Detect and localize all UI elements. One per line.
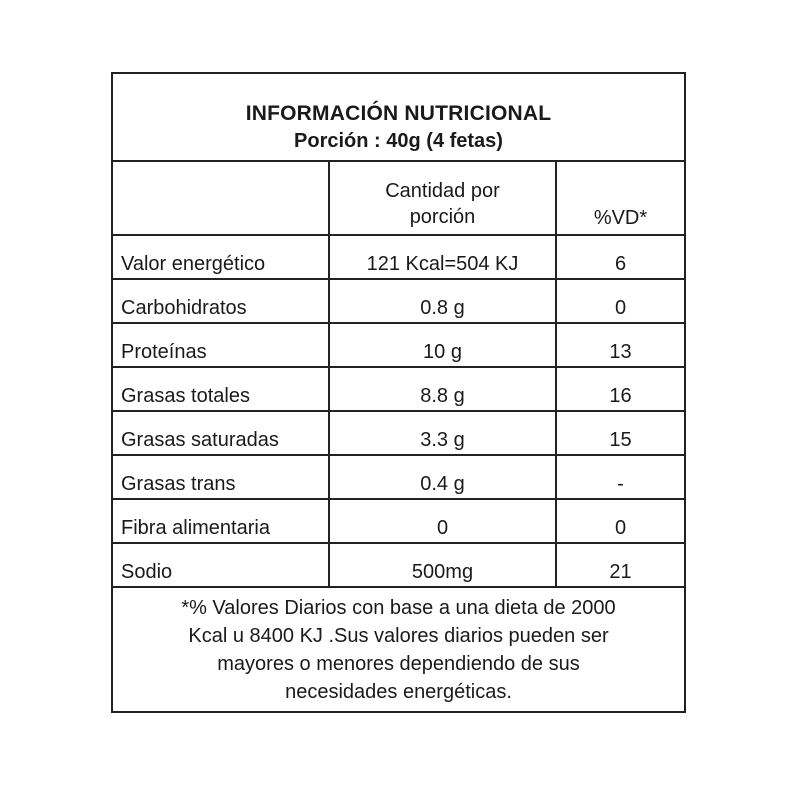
nutrient-daily-value: 16 <box>556 367 684 411</box>
nutrient-daily-value: - <box>556 455 684 499</box>
nutrient-daily-value: 21 <box>556 543 684 587</box>
column-header-nutrient <box>113 160 329 235</box>
serving-size: Porción : 40g (4 fetas) <box>294 130 503 152</box>
nutrient-name: Proteínas <box>113 323 329 367</box>
nutrition-facts-label <box>111 72 686 713</box>
nutrient-quantity: 0.8 g <box>329 279 556 323</box>
nutrient-daily-value: 0 <box>556 279 684 323</box>
nutrient-name: Sodio <box>113 543 329 587</box>
column-header-quantity <box>329 160 556 235</box>
column-header-quantity-line1: Cantidad por <box>385 180 500 202</box>
daily-value-footnote <box>113 578 684 706</box>
footnote-line: mayores o menores dependiendo de sus <box>217 653 580 675</box>
table-header-row <box>113 160 684 235</box>
nutrient-name: Grasas totales <box>113 367 329 411</box>
nutrient-name: Carbohidratos <box>113 279 329 323</box>
nutrient-daily-value: 13 <box>556 323 684 367</box>
nutrition-table <box>113 160 684 588</box>
nutrient-quantity: 10 g <box>329 323 556 367</box>
nutrient-quantity: 121 Kcal=504 KJ <box>329 235 556 279</box>
nutrient-quantity: 0.4 g <box>329 455 556 499</box>
table-row <box>113 235 684 279</box>
nutrient-name: Fibra alimentaria <box>113 499 329 543</box>
nutrient-name: Valor energético <box>113 235 329 279</box>
column-header-quantity-line2: porción <box>409 206 476 228</box>
footnote-line: necesidades energéticas. <box>285 681 512 703</box>
nutrient-name: Grasas saturadas <box>113 411 329 455</box>
nutrient-daily-value: 15 <box>556 411 684 455</box>
footnote-line: *% Valores Diarios con base a una dieta de 2000 <box>181 597 616 619</box>
label-title: INFORMACIÓN NUTRICIONAL <box>245 102 552 125</box>
table-row <box>113 499 684 543</box>
nutrient-quantity: 500mg <box>329 543 556 587</box>
table-row <box>113 411 684 455</box>
table-row <box>113 323 684 367</box>
nutrient-quantity: 3.3 g <box>329 411 556 455</box>
table-row <box>113 367 684 411</box>
column-header-daily-value: %VD* <box>556 160 684 235</box>
nutrient-daily-value: 6 <box>556 235 684 279</box>
nutrient-quantity: 8.8 g <box>329 367 556 411</box>
table-row <box>113 455 684 499</box>
footnote-line: Kcal u 8400 KJ .Sus valores diarios pueden ser <box>188 625 609 647</box>
label-header <box>113 74 684 162</box>
nutrient-daily-value: 0 <box>556 499 684 543</box>
table-row <box>113 279 684 323</box>
nutrient-name: Grasas trans <box>113 455 329 499</box>
nutrient-quantity: 0 <box>329 499 556 543</box>
